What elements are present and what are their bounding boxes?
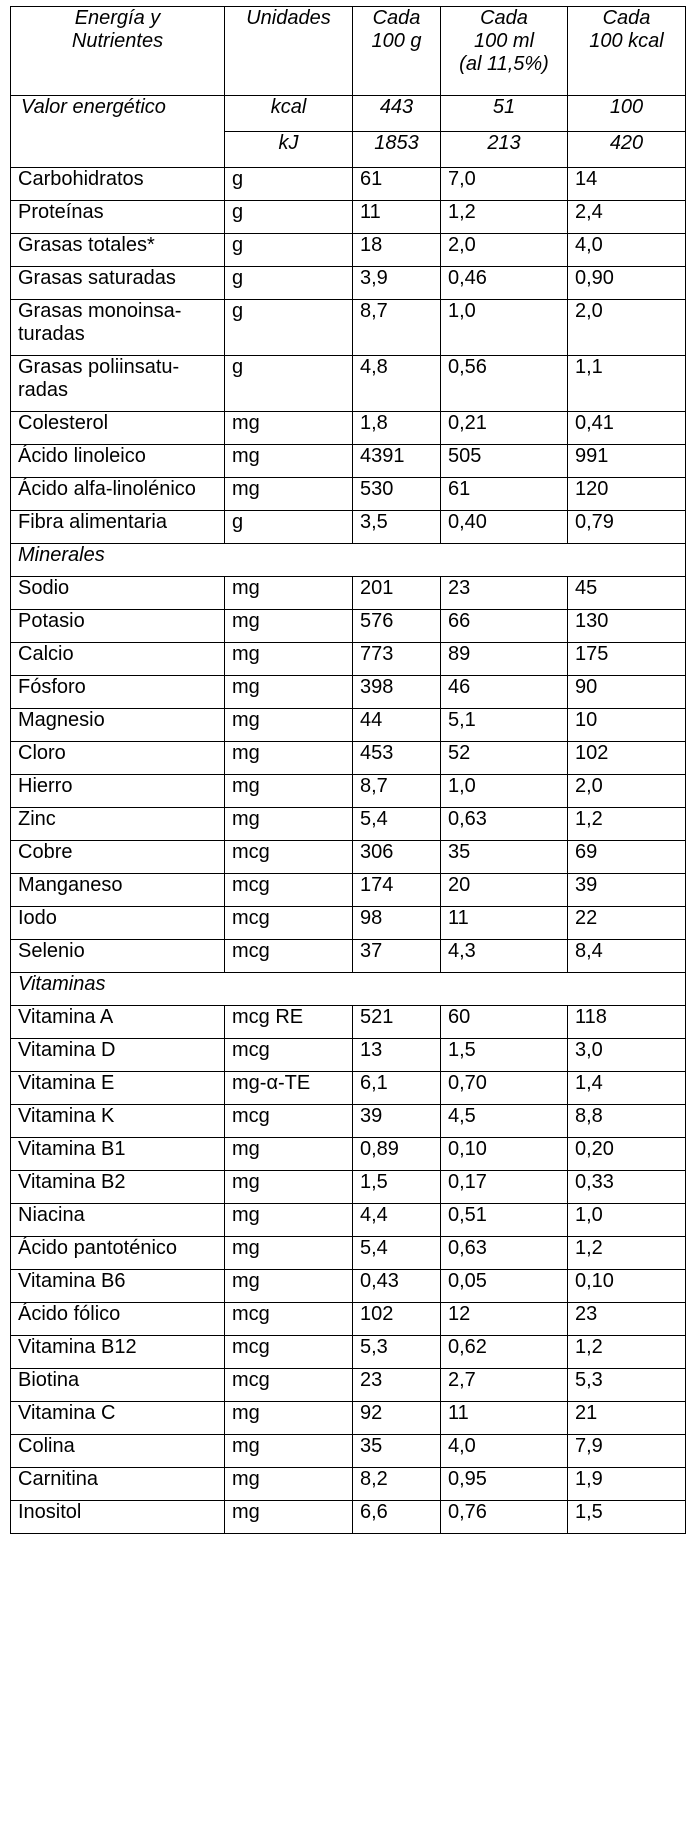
nutrient-unit: mg-α-TE [225,1072,353,1105]
energy-value-100g: 443 [353,96,441,132]
nutrient-value-100ml: 23 [441,577,568,610]
nutrient-value-100ml: 0,40 [441,511,568,544]
nutrient-row [11,1039,686,1072]
nutrient-row [11,907,686,940]
nutrient-name: Ácido alfa-linolénico [11,478,225,511]
nutrient-value-100kcal: 1,2 [568,1237,686,1270]
nutrient-name: Ácido pantoténico [11,1237,225,1270]
nutrient-value-100ml: 60 [441,1006,568,1039]
nutrient-value-100ml: 7,0 [441,168,568,201]
nutrient-value-100ml: 12 [441,1303,568,1336]
nutrient-value-100g: 5,4 [353,808,441,841]
nutrient-value-100g: 0,89 [353,1138,441,1171]
nutrient-unit: mcg [225,940,353,973]
nutrient-value-100kcal: 21 [568,1402,686,1435]
nutrient-value-100g: 35 [353,1435,441,1468]
nutrient-value-100ml: 20 [441,874,568,907]
nutrient-row [11,478,686,511]
energy-unit: kJ [225,132,353,168]
nutrient-unit: mcg [225,1303,353,1336]
section-title: Minerales [11,544,686,577]
nutrient-row [11,841,686,874]
nutrient-value-100kcal: 0,41 [568,412,686,445]
nutrient-value-100kcal: 2,0 [568,300,686,356]
nutrient-unit: mg [225,610,353,643]
nutrient-value-100kcal: 8,8 [568,1105,686,1138]
nutrient-value-100kcal: 8,4 [568,940,686,973]
nutrient-value-100ml: 1,0 [441,300,568,356]
nutrient-row [11,1270,686,1303]
nutrient-unit: mg [225,1171,353,1204]
nutrient-value-100ml: 0,95 [441,1468,568,1501]
nutrient-unit: mg [225,676,353,709]
nutrient-name: Grasas saturadas [11,267,225,300]
nutrient-value-100g: 39 [353,1105,441,1138]
nutrient-value-100kcal: 39 [568,874,686,907]
nutrient-row [11,1303,686,1336]
nutrient-name: Inositol [11,1501,225,1534]
nutrient-value-100ml: 4,5 [441,1105,568,1138]
nutrient-value-100g: 201 [353,577,441,610]
nutrient-value-100ml: 52 [441,742,568,775]
nutrient-value-100g: 398 [353,676,441,709]
nutrient-value-100g: 3,5 [353,511,441,544]
nutrient-name: Vitamina B6 [11,1270,225,1303]
nutrient-value-100ml: 89 [441,643,568,676]
nutrient-value-100g: 13 [353,1039,441,1072]
nutrient-value-100kcal: 991 [568,445,686,478]
nutrient-name: Magnesio [11,709,225,742]
nutrient-name: Vitamina A [11,1006,225,1039]
nutrient-value-100ml: 66 [441,610,568,643]
nutrient-value-100g: 92 [353,1402,441,1435]
nutrient-value-100g: 4391 [353,445,441,478]
header-nutrients: Energía y Nutrientes [11,7,225,96]
nutrient-row [11,1006,686,1039]
nutrient-value-100kcal: 0,79 [568,511,686,544]
nutrient-value-100ml: 0,21 [441,412,568,445]
nutrient-name: Cobre [11,841,225,874]
nutrient-unit: mg [225,643,353,676]
nutrient-value-100g: 8,7 [353,775,441,808]
nutrient-unit: mg [225,742,353,775]
nutrient-row [11,874,686,907]
nutrient-value-100ml: 11 [441,1402,568,1435]
nutrient-unit: mcg [225,1369,353,1402]
nutrient-value-100ml: 4,3 [441,940,568,973]
nutrient-row [11,1138,686,1171]
nutrient-value-100ml: 0,51 [441,1204,568,1237]
nutrient-value-100g: 8,2 [353,1468,441,1501]
nutrient-unit: mg [225,445,353,478]
nutrient-name: Sodio [11,577,225,610]
nutrient-value-100kcal: 1,2 [568,808,686,841]
nutrient-name: Hierro [11,775,225,808]
nutrient-value-100g: 530 [353,478,441,511]
nutrient-unit: g [225,300,353,356]
header-per-100g: Cada 100 g [353,7,441,96]
nutrient-name: Grasas totales* [11,234,225,267]
nutrient-value-100ml: 0,17 [441,1171,568,1204]
nutrient-value-100g: 3,9 [353,267,441,300]
nutrient-unit: mcg [225,1039,353,1072]
nutrient-row [11,267,686,300]
nutrient-value-100ml: 2,0 [441,234,568,267]
nutrient-name: Vitamina C [11,1402,225,1435]
nutrient-unit: mcg [225,874,353,907]
nutrient-value-100g: 521 [353,1006,441,1039]
nutrient-unit: mcg [225,907,353,940]
nutrient-unit: mg [225,709,353,742]
nutrient-unit: mcg RE [225,1006,353,1039]
nutrient-name: Colina [11,1435,225,1468]
nutrient-row [11,356,686,412]
nutrient-unit: mg [225,1468,353,1501]
nutrient-value-100g: 576 [353,610,441,643]
nutrient-unit: g [225,201,353,234]
nutrient-value-100ml: 11 [441,907,568,940]
nutrient-name: Cloro [11,742,225,775]
nutrient-name: Carnitina [11,1468,225,1501]
nutrient-row [11,1402,686,1435]
nutrient-value-100kcal: 130 [568,610,686,643]
nutrient-value-100kcal: 45 [568,577,686,610]
nutrient-value-100ml: 0,62 [441,1336,568,1369]
nutrient-value-100g: 174 [353,874,441,907]
nutrient-value-100kcal: 0,10 [568,1270,686,1303]
nutrient-value-100g: 18 [353,234,441,267]
nutrient-value-100g: 453 [353,742,441,775]
nutrient-value-100kcal: 175 [568,643,686,676]
nutrient-value-100kcal: 120 [568,478,686,511]
nutrient-value-100g: 773 [353,643,441,676]
nutrient-value-100g: 61 [353,168,441,201]
energy-value-100ml: 213 [441,132,568,168]
nutrient-value-100ml: 0,46 [441,267,568,300]
nutrient-name: Proteínas [11,201,225,234]
nutrient-value-100ml: 35 [441,841,568,874]
nutrition-table-body [11,7,686,1534]
nutrient-value-100kcal: 102 [568,742,686,775]
nutrient-value-100g: 5,4 [353,1237,441,1270]
nutrient-value-100ml: 2,7 [441,1369,568,1402]
nutrient-value-100ml: 1,2 [441,201,568,234]
nutrient-value-100kcal: 2,4 [568,201,686,234]
nutrient-unit: mg [225,1435,353,1468]
nutrient-unit: mg [225,412,353,445]
nutrient-unit: g [225,511,353,544]
header-units: Unidades [225,7,353,96]
energy-row [11,96,686,132]
nutrient-value-100g: 6,1 [353,1072,441,1105]
nutrient-row [11,168,686,201]
nutrient-value-100g: 11 [353,201,441,234]
nutrient-unit: mcg [225,1336,353,1369]
nutrient-name: Potasio [11,610,225,643]
nutrient-value-100ml: 0,63 [441,808,568,841]
nutrient-value-100g: 8,7 [353,300,441,356]
nutrient-row [11,709,686,742]
section-title: Vitaminas [11,973,686,1006]
nutrient-value-100g: 98 [353,907,441,940]
nutrient-unit: mcg [225,841,353,874]
nutrient-value-100g: 44 [353,709,441,742]
header-per-100kcal: Cada 100 kcal [568,7,686,96]
nutrient-value-100g: 37 [353,940,441,973]
nutrient-unit: g [225,267,353,300]
nutrient-row [11,1501,686,1534]
header-row [11,7,686,96]
nutrient-row [11,676,686,709]
nutrient-value-100kcal: 1,4 [568,1072,686,1105]
nutrient-row [11,1468,686,1501]
nutrient-row [11,577,686,610]
nutrient-value-100kcal: 5,3 [568,1369,686,1402]
nutrient-name: Grasas poliinsatu- radas [11,356,225,412]
nutrient-value-100kcal: 14 [568,168,686,201]
nutrient-value-100ml: 4,0 [441,1435,568,1468]
nutrient-value-100kcal: 0,33 [568,1171,686,1204]
nutrient-row [11,1072,686,1105]
nutrient-row [11,643,686,676]
nutrient-row [11,201,686,234]
nutrient-name: Calcio [11,643,225,676]
nutrient-value-100g: 102 [353,1303,441,1336]
nutrient-unit: mg [225,1138,353,1171]
nutrient-value-100kcal: 1,0 [568,1204,686,1237]
nutrient-row [11,1237,686,1270]
nutrient-row [11,234,686,267]
nutrient-name: Biotina [11,1369,225,1402]
nutrient-value-100ml: 0,70 [441,1072,568,1105]
nutrient-value-100ml: 61 [441,478,568,511]
nutrient-row [11,1171,686,1204]
nutrient-name: Vitamina E [11,1072,225,1105]
nutrient-row [11,775,686,808]
nutrient-value-100kcal: 118 [568,1006,686,1039]
nutrient-value-100kcal: 0,90 [568,267,686,300]
nutrient-value-100kcal: 7,9 [568,1435,686,1468]
nutrient-name: Colesterol [11,412,225,445]
nutrient-name: Selenio [11,940,225,973]
nutrient-value-100kcal: 69 [568,841,686,874]
nutrient-name: Vitamina B1 [11,1138,225,1171]
nutrient-row [11,940,686,973]
nutrient-value-100ml: 0,10 [441,1138,568,1171]
nutrient-name: Fibra alimentaria [11,511,225,544]
nutrient-value-100g: 0,43 [353,1270,441,1303]
nutrient-unit: mg [225,577,353,610]
nutrient-unit: mg [225,1501,353,1534]
nutrient-value-100g: 4,8 [353,356,441,412]
nutrient-unit: mg [225,478,353,511]
nutrient-unit: mg [225,1402,353,1435]
nutrient-value-100kcal: 1,9 [568,1468,686,1501]
nutrient-row [11,300,686,356]
nutrient-name: Vitamina D [11,1039,225,1072]
nutrient-value-100ml: 1,0 [441,775,568,808]
nutrient-unit: g [225,234,353,267]
energy-value-100kcal: 100 [568,96,686,132]
nutrient-row [11,1204,686,1237]
nutrient-value-100kcal: 0,20 [568,1138,686,1171]
nutrient-row [11,1336,686,1369]
nutrient-name: Manganeso [11,874,225,907]
nutrient-value-100g: 1,5 [353,1171,441,1204]
nutrient-value-100kcal: 2,0 [568,775,686,808]
nutrient-row [11,610,686,643]
energy-value-100ml: 51 [441,96,568,132]
nutrient-value-100kcal: 23 [568,1303,686,1336]
nutrient-value-100kcal: 10 [568,709,686,742]
nutrient-unit: g [225,168,353,201]
nutrient-unit: mg [225,1270,353,1303]
nutrient-value-100g: 4,4 [353,1204,441,1237]
nutrient-value-100ml: 0,56 [441,356,568,412]
nutrient-value-100kcal: 1,2 [568,1336,686,1369]
energy-value-100g: 1853 [353,132,441,168]
nutrient-unit: g [225,356,353,412]
nutrient-name: Vitamina K [11,1105,225,1138]
nutrient-value-100ml: 5,1 [441,709,568,742]
nutrient-row [11,1435,686,1468]
nutrient-name: Iodo [11,907,225,940]
header-per-100ml: Cada 100 ml (al 11,5%) [441,7,568,96]
nutrient-row [11,1105,686,1138]
section-header-row [11,544,686,577]
nutrient-name: Niacina [11,1204,225,1237]
nutrient-unit: mg [225,808,353,841]
nutrient-name: Vitamina B2 [11,1171,225,1204]
nutrient-value-100ml: 0,76 [441,1501,568,1534]
nutrient-name: Ácido fólico [11,1303,225,1336]
nutrient-name: Fósforo [11,676,225,709]
energy-unit: kcal [225,96,353,132]
nutrient-value-100kcal: 90 [568,676,686,709]
nutrient-value-100ml: 0,63 [441,1237,568,1270]
nutrient-value-100kcal: 4,0 [568,234,686,267]
nutrient-value-100g: 23 [353,1369,441,1402]
nutrient-value-100g: 1,8 [353,412,441,445]
nutrient-value-100g: 306 [353,841,441,874]
nutrient-value-100ml: 505 [441,445,568,478]
nutrient-unit: mg [225,775,353,808]
section-header-row [11,973,686,1006]
nutrient-unit: mcg [225,1105,353,1138]
nutrient-value-100ml: 1,5 [441,1039,568,1072]
nutrient-value-100kcal: 22 [568,907,686,940]
nutrient-value-100ml: 46 [441,676,568,709]
nutrient-name: Ácido linoleico [11,445,225,478]
nutrient-value-100kcal: 1,1 [568,356,686,412]
nutrient-row [11,1369,686,1402]
nutrient-row [11,412,686,445]
energy-label: Valor energético [11,96,225,168]
nutrient-row [11,511,686,544]
nutrient-row [11,808,686,841]
nutrient-name: Carbohidratos [11,168,225,201]
nutrient-row [11,742,686,775]
nutrient-name: Zinc [11,808,225,841]
nutrient-unit: mg [225,1237,353,1270]
nutrient-value-100g: 5,3 [353,1336,441,1369]
nutrient-value-100ml: 0,05 [441,1270,568,1303]
nutrient-value-100g: 6,6 [353,1501,441,1534]
nutrition-table [10,6,686,1534]
nutrient-name: Vitamina B12 [11,1336,225,1369]
energy-value-100kcal: 420 [568,132,686,168]
nutrient-value-100kcal: 1,5 [568,1501,686,1534]
nutrient-name: Grasas monoinsa- turadas [11,300,225,356]
nutrient-unit: mg [225,1204,353,1237]
nutrient-row [11,445,686,478]
nutrient-value-100kcal: 3,0 [568,1039,686,1072]
